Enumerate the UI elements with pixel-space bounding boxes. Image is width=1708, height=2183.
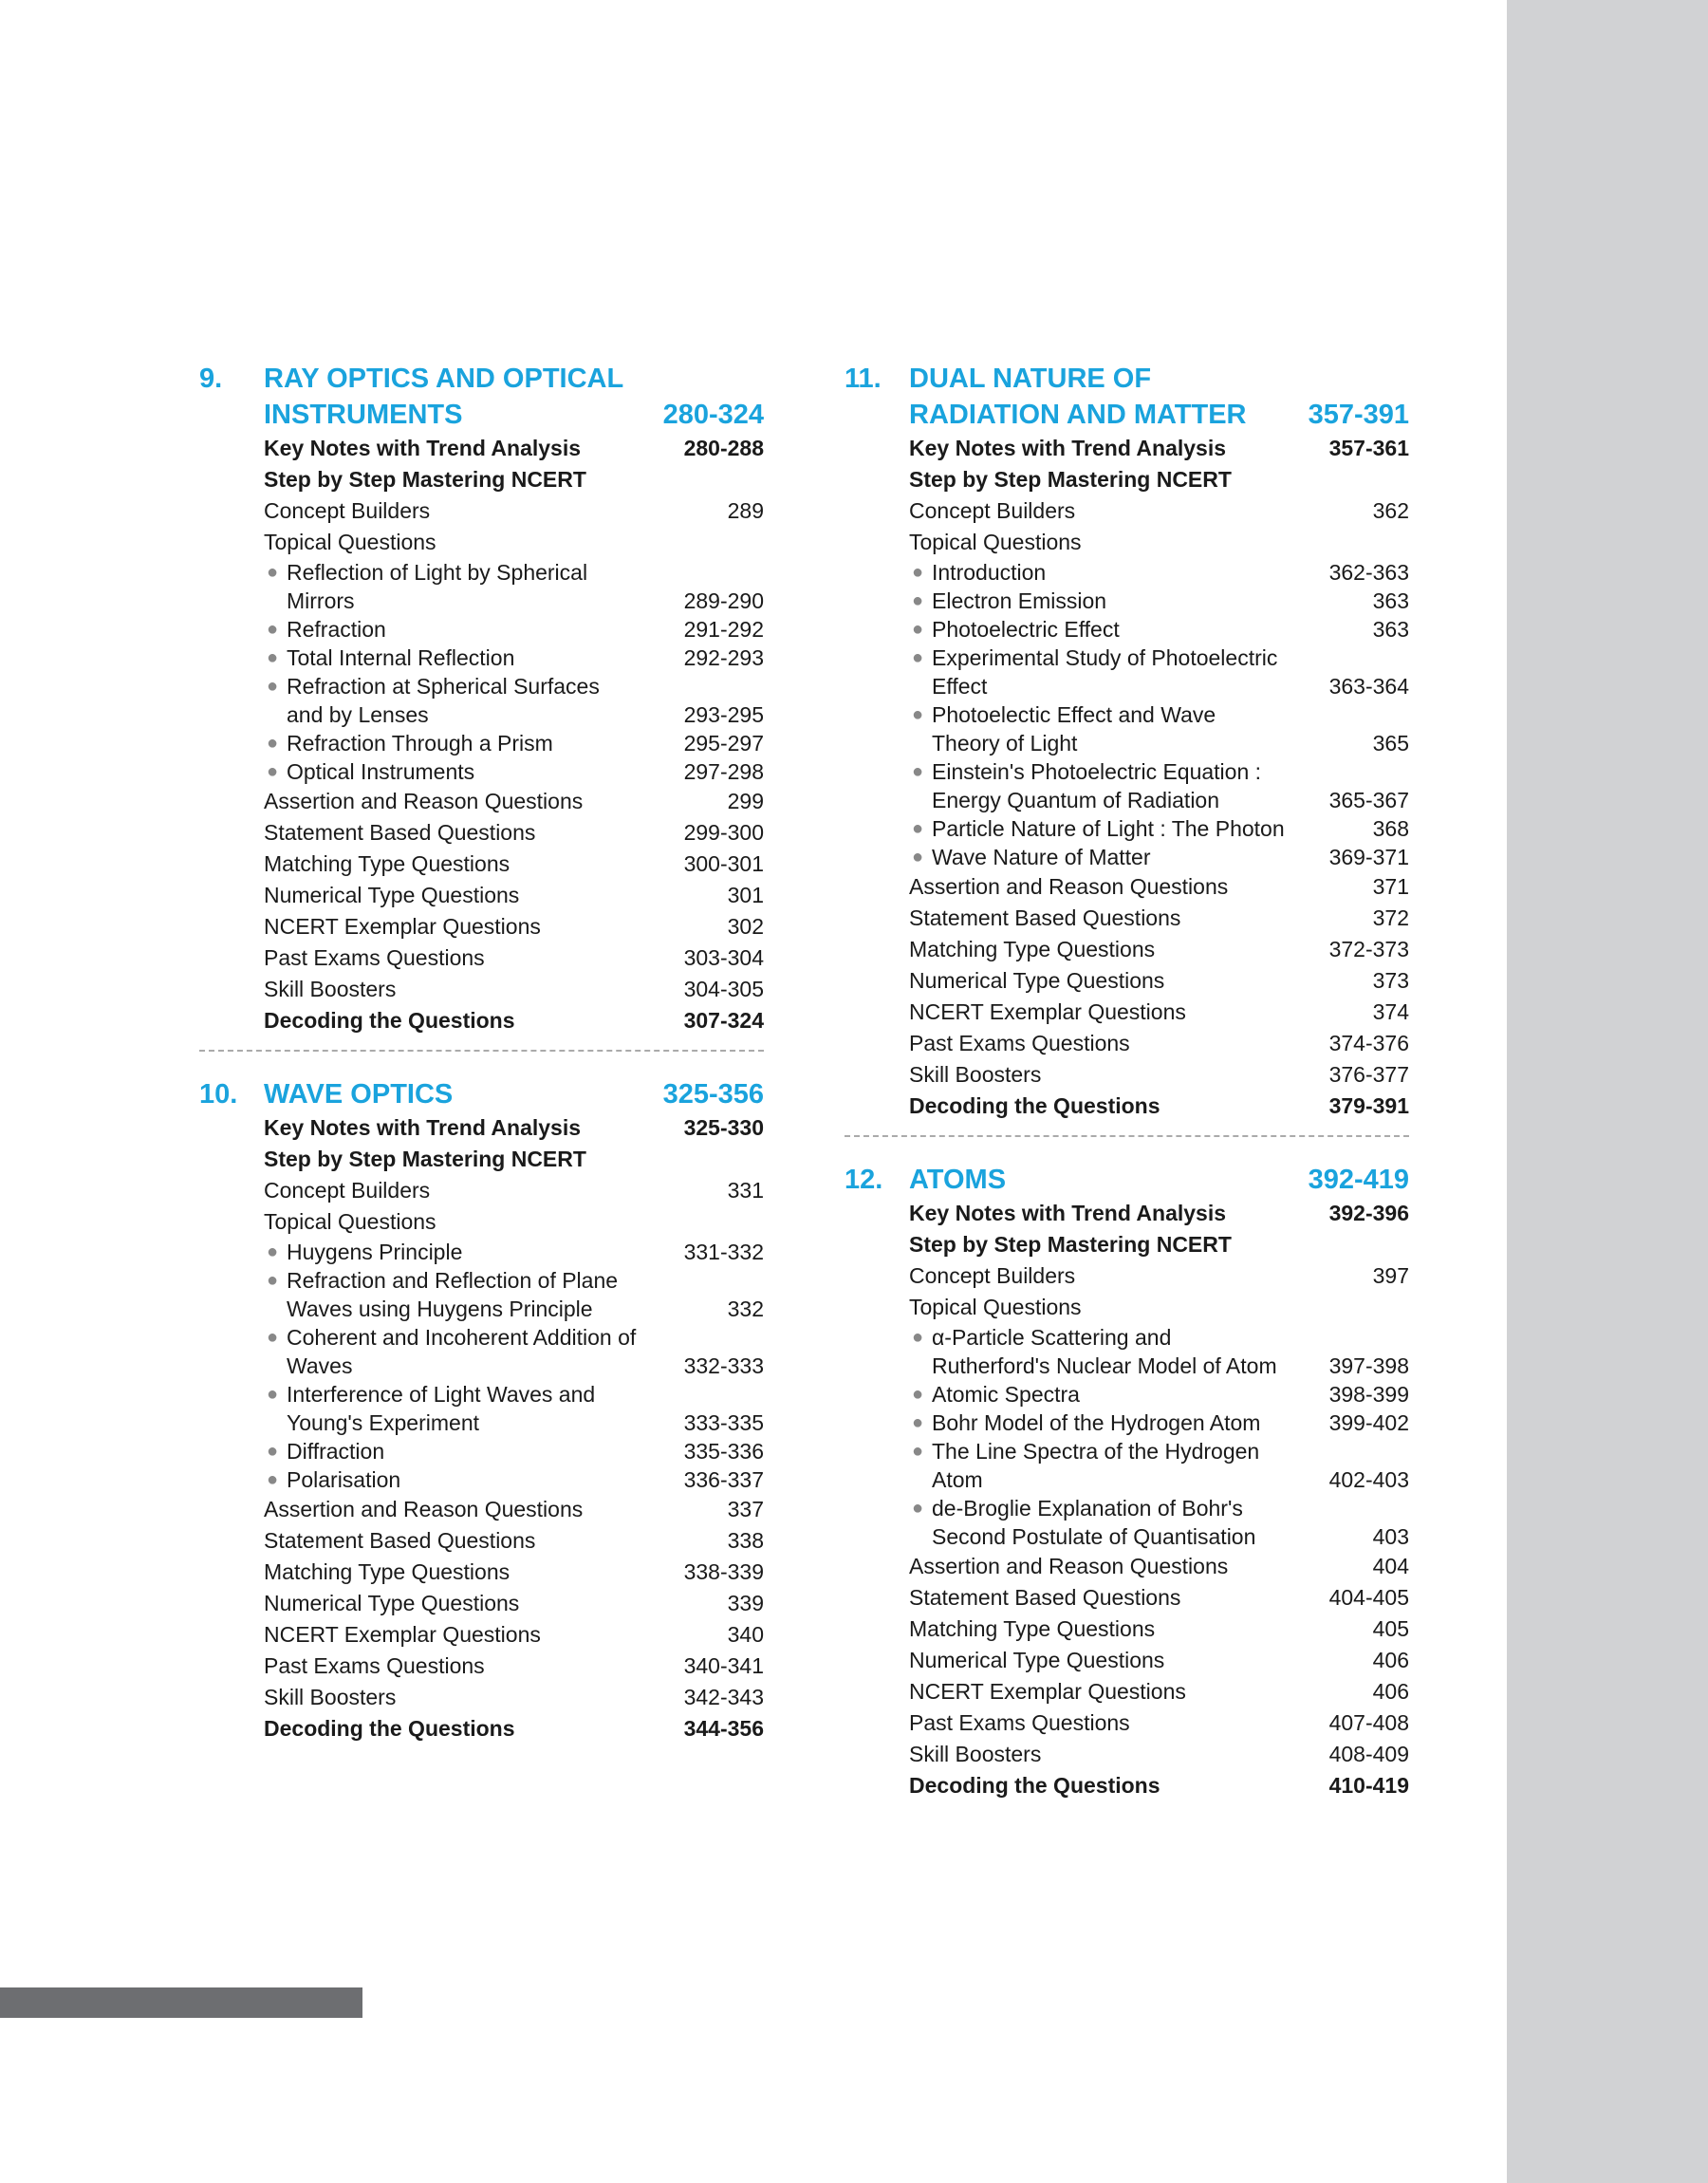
toc-entry-label: Decoding the Questions (264, 1008, 515, 1033)
toc-entry-pages: 410-419 (1328, 1773, 1409, 1798)
toc-entry[interactable] (199, 464, 764, 495)
toc-entry-pages: 363 (1372, 588, 1409, 613)
toc-entry-label: Assertion and Reason Questions (909, 874, 1229, 899)
toc-entry-pages: 332 (727, 1297, 764, 1321)
toc-entry[interactable] (199, 849, 764, 880)
chapter-number: 11. (845, 364, 882, 394)
toc-entry-pages: 325-330 (683, 1115, 764, 1140)
toc-entry[interactable] (199, 1380, 764, 1437)
bullet-dot-icon: ● (267, 1441, 279, 1462)
bullet-dot-icon: ● (267, 1469, 279, 1490)
toc-entry-pages: 403 (1372, 1524, 1409, 1549)
toc-entry-label: Past Exams Questions (909, 1031, 1130, 1055)
toc-entry-pages: 340 (727, 1622, 764, 1647)
toc-entry[interactable] (845, 587, 1409, 615)
toc-entry-pages: 335-336 (683, 1439, 764, 1464)
bullet-dot-icon: ● (912, 562, 924, 583)
chapter-heading[interactable] (845, 361, 1409, 433)
chapter-pages: 325-356 (662, 1079, 764, 1110)
toc-entry-label: Past Exams Questions (909, 1710, 1130, 1735)
toc-entry-label: Past Exams Questions (264, 1653, 485, 1678)
toc-entry-label: Past Exams Questions (264, 945, 485, 970)
toc-entry[interactable] (199, 1175, 764, 1206)
toc-entry-label: Concept Builders (264, 498, 431, 523)
chapter-separator (199, 1050, 764, 1052)
toc-entry[interactable] (199, 1005, 764, 1036)
toc-chapter (845, 361, 1409, 1122)
toc-column-left (199, 361, 764, 1745)
toc-entry-label: Statement Based Questions (264, 820, 536, 845)
bullet-dot-icon: ● (267, 1327, 279, 1348)
toc-entry[interactable] (845, 558, 1409, 587)
toc-entry-pages: 301 (727, 883, 764, 907)
chapter-separator (845, 1135, 1409, 1137)
bullet-dot-icon: ● (912, 1498, 924, 1519)
toc-entry-label: Experimental Study of Photoelectric Effect (932, 645, 1278, 699)
toc-entry-pages: 331 (727, 1178, 764, 1203)
toc-entry-pages: 407-408 (1328, 1710, 1409, 1735)
toc-entry[interactable] (199, 1525, 764, 1557)
toc-entry-label: Reflection of Light by Spherical Mirrors (287, 560, 588, 613)
toc-entry-pages: 340-341 (683, 1653, 764, 1678)
page-footer-bar (0, 1987, 362, 2018)
bullet-dot-icon: ● (912, 761, 924, 782)
toc-entry-pages: 299 (727, 789, 764, 813)
toc-entry-pages: 405 (1372, 1616, 1409, 1641)
toc-entry[interactable] (199, 1465, 764, 1494)
toc-entry[interactable] (199, 644, 764, 672)
toc-entry-label: Polarisation (287, 1467, 401, 1492)
toc-entry[interactable] (199, 880, 764, 911)
toc-entry[interactable] (199, 974, 764, 1005)
toc-entry-pages: 369-371 (1328, 845, 1409, 869)
toc-entry-label: Einstein's Photoelectric Equation : Energy Quantum of Radiation (932, 759, 1262, 812)
chapter-number: 9. (199, 364, 223, 394)
toc-entry-label: NCERT Exemplar Questions (264, 1622, 541, 1647)
chapter-entries (845, 433, 1409, 1122)
chapter-entries (845, 1198, 1409, 1801)
bullet-dot-icon: ● (912, 619, 924, 640)
toc-entry-label: Refraction and Reflection of Plane Waves using Huygens Principle (287, 1268, 619, 1321)
toc-entry-pages: 408-409 (1328, 1742, 1409, 1766)
toc-entry[interactable] (845, 903, 1409, 934)
toc-entry-label: Step by Step Mastering NCERT (909, 1232, 1232, 1257)
toc-entry-pages: 362 (1372, 498, 1409, 523)
toc-entry-label: Wave Nature of Matter (932, 845, 1151, 869)
toc-entry-pages: 297-298 (683, 759, 764, 784)
toc-entry[interactable] (845, 997, 1409, 1028)
bullet-dot-icon: ● (267, 733, 279, 754)
toc-entry[interactable] (199, 495, 764, 527)
toc-entry-pages: 397-398 (1328, 1353, 1409, 1378)
toc-entry-pages: 304-305 (683, 977, 764, 1001)
toc-entry-label: Topical Questions (909, 1295, 1082, 1319)
toc-entry-pages: 363 (1372, 617, 1409, 642)
toc-entry[interactable] (199, 433, 764, 464)
toc-entry-label: Photoelectic Effect and Wave Theory of Light (932, 702, 1216, 756)
toc-entry-label: NCERT Exemplar Questions (909, 999, 1186, 1024)
toc-entry[interactable] (845, 965, 1409, 997)
toc-entry-label: Total Internal Reflection (287, 645, 515, 670)
toc-entry-label: Topical Questions (264, 1209, 436, 1234)
toc-entry[interactable] (199, 672, 764, 729)
toc-entry-label: Topical Questions (909, 530, 1082, 554)
toc-chapter (199, 1076, 764, 1745)
toc-entry[interactable] (199, 1323, 764, 1380)
toc-entry-pages: 397 (1372, 1263, 1409, 1288)
toc-entry[interactable] (199, 1112, 764, 1144)
bullet-dot-icon: ● (267, 1241, 279, 1262)
toc-entry-label: Matching Type Questions (264, 1559, 511, 1584)
toc-entry-label: Numerical Type Questions (909, 1648, 1165, 1672)
toc-entry[interactable] (845, 1292, 1409, 1323)
toc-entry-pages: 365-367 (1328, 788, 1409, 812)
toc-entry-label: Statement Based Questions (264, 1528, 536, 1553)
toc-entry-label: The Line Spectra of the Hydrogen Atom (932, 1439, 1260, 1492)
bullet-dot-icon: ● (912, 1441, 924, 1462)
toc-entry-label: Assertion and Reason Questions (264, 1497, 584, 1521)
toc-entry[interactable] (199, 1206, 764, 1238)
toc-entry-pages: 373 (1372, 968, 1409, 993)
bullet-dot-icon: ● (912, 818, 924, 839)
toc-entry-label: Refraction (287, 617, 386, 642)
bullet-dot-icon: ● (267, 761, 279, 782)
toc-entry[interactable] (199, 1144, 764, 1175)
toc-entry-pages: 299-300 (683, 820, 764, 845)
toc-entry-label: Skill Boosters (909, 1062, 1042, 1087)
toc-entry[interactable] (845, 1323, 1409, 1380)
toc-entry-pages: 303-304 (683, 945, 764, 970)
bullet-dot-icon: ● (912, 1412, 924, 1433)
toc-entry-label: Decoding the Questions (909, 1093, 1160, 1118)
toc-entry-label: Particle Nature of Light : The Photon (932, 816, 1285, 841)
toc-entry[interactable] (845, 495, 1409, 527)
toc-entry[interactable] (845, 757, 1409, 814)
toc-entry-label: Concept Builders (909, 498, 1076, 523)
toc-entry-label: α-Particle Scattering and Rutherford's Nuclear Model of Atom (932, 1325, 1277, 1378)
toc-entry-pages: 302 (727, 914, 764, 939)
toc-entry-label: Atomic Spectra (932, 1382, 1080, 1407)
toc-entry-label: Diffraction (287, 1439, 385, 1464)
bullet-dot-icon: ● (912, 590, 924, 611)
toc-entry[interactable] (199, 1619, 764, 1651)
toc-entry-label: Electron Emission (932, 588, 1107, 613)
toc-entry[interactable] (199, 911, 764, 942)
bullet-dot-icon: ● (912, 647, 924, 668)
toc-entry[interactable] (199, 1494, 764, 1525)
toc-entry-label: Key Notes with Trend Analysis (909, 1201, 1227, 1225)
toc-entry[interactable] (845, 934, 1409, 965)
toc-entry[interactable] (845, 1059, 1409, 1091)
toc-entry-label: Coherent and Incoherent Addition of Waves (287, 1325, 637, 1378)
toc-entry-label: Concept Builders (909, 1263, 1076, 1288)
toc-entry-pages: 307-324 (683, 1008, 764, 1033)
chapter-entries (199, 433, 764, 1036)
toc-entry-label: Assertion and Reason Questions (909, 1554, 1229, 1578)
toc-entry[interactable] (845, 871, 1409, 903)
page-side-strip (1507, 0, 1708, 2183)
toc-entry[interactable] (845, 1409, 1409, 1437)
toc-entry[interactable] (845, 1645, 1409, 1676)
toc-chapter (199, 361, 764, 1036)
toc-entry-pages: 379-391 (1328, 1093, 1409, 1118)
toc-entry-pages: 371 (1372, 874, 1409, 899)
toc-entry[interactable] (199, 1713, 764, 1745)
bullet-dot-icon: ● (267, 647, 279, 668)
toc-entry[interactable] (199, 527, 764, 558)
bullet-dot-icon: ● (267, 562, 279, 583)
chapter-title: WAVE OPTICS (264, 1079, 454, 1110)
toc-entry-label: Step by Step Mastering NCERT (264, 467, 586, 492)
toc-entry-pages: 338-339 (683, 1559, 764, 1584)
toc-entry[interactable] (845, 1494, 1409, 1551)
toc-entry-pages: 280-288 (683, 436, 764, 460)
toc-entry[interactable] (199, 1437, 764, 1465)
toc-entry-label: Skill Boosters (909, 1742, 1042, 1766)
toc-entry-pages: 374-376 (1328, 1031, 1409, 1055)
toc-entry[interactable] (199, 942, 764, 974)
chapter-heading[interactable] (845, 1162, 1409, 1198)
toc-entry-label: Skill Boosters (264, 1685, 397, 1709)
toc-entry[interactable] (199, 729, 764, 757)
toc-entry-pages: 404-405 (1328, 1585, 1409, 1610)
toc-entry-label: Skill Boosters (264, 977, 397, 1001)
toc-entry-pages: 339 (727, 1591, 764, 1615)
toc-entry[interactable] (845, 1739, 1409, 1770)
toc-entry-label: Key Notes with Trend Analysis (909, 436, 1227, 460)
toc-entry-label: Optical Instruments (287, 759, 475, 784)
toc-entry-pages: 374 (1372, 999, 1409, 1024)
chapter-number: 12. (845, 1165, 883, 1195)
chapter-pages: 392-419 (1308, 1165, 1409, 1195)
toc-entry-pages: 331-332 (683, 1240, 764, 1264)
toc-entry-label: Interference of Light Waves and Young's Experiment (287, 1382, 596, 1435)
bullet-dot-icon: ● (912, 704, 924, 725)
toc-entry[interactable] (845, 464, 1409, 495)
toc-entry[interactable] (845, 1676, 1409, 1707)
toc-entry[interactable] (199, 1588, 764, 1619)
toc-entry-label: Matching Type Questions (909, 937, 1156, 961)
toc-entry-label: Numerical Type Questions (264, 883, 520, 907)
toc-entry[interactable] (845, 1380, 1409, 1409)
toc-entry-label: Matching Type Questions (264, 851, 511, 876)
bullet-dot-icon: ● (912, 847, 924, 868)
toc-entry[interactable] (199, 1238, 764, 1266)
toc-entry[interactable] (845, 1028, 1409, 1059)
toc-entry[interactable] (199, 1651, 764, 1682)
toc-entry-pages: 289 (727, 498, 764, 523)
toc-entry-pages: 291-292 (683, 617, 764, 642)
toc-entry-pages: 372-373 (1328, 937, 1409, 961)
toc-entry[interactable] (199, 786, 764, 817)
toc-entry-label: NCERT Exemplar Questions (909, 1679, 1186, 1704)
chapter-entries (199, 1112, 764, 1745)
toc-entry-pages: 406 (1372, 1648, 1409, 1672)
toc-entry-pages: 295-297 (683, 731, 764, 756)
toc-entry-label: Key Notes with Trend Analysis (264, 1115, 582, 1140)
toc-entry-label: Huygens Principle (287, 1240, 463, 1264)
chapter-title: DUAL NATURE OF RADIATION AND MATTER (909, 364, 1247, 430)
toc-entry[interactable] (199, 817, 764, 849)
toc-entry-label: Step by Step Mastering NCERT (264, 1147, 586, 1171)
toc-entry[interactable] (845, 527, 1409, 558)
toc-entry[interactable] (845, 700, 1409, 757)
toc-entry-label: Statement Based Questions (909, 1585, 1181, 1610)
toc-entry-pages: 398-399 (1328, 1382, 1409, 1407)
toc-entry-pages: 368 (1372, 816, 1409, 841)
toc-entry-pages: 338 (727, 1528, 764, 1553)
chapter-title: RAY OPTICS AND OPTICAL INSTRUMENTS (264, 364, 623, 430)
toc-entry-pages: 336-337 (683, 1467, 764, 1492)
toc-entry-pages: 293-295 (683, 702, 764, 727)
toc-entry-label: Decoding the Questions (909, 1773, 1160, 1798)
toc-entry[interactable] (199, 558, 764, 615)
toc-entry-label: Bohr Model of the Hydrogen Atom (932, 1410, 1261, 1435)
toc-entry-label: Matching Type Questions (909, 1616, 1156, 1641)
toc-entry[interactable] (199, 1682, 764, 1713)
toc-entry-pages: 365 (1372, 731, 1409, 756)
toc-entry-pages: 363-364 (1328, 674, 1409, 699)
bullet-dot-icon: ● (267, 1270, 279, 1291)
toc-entry-label: Topical Questions (264, 530, 436, 554)
toc-entry[interactable] (199, 1557, 764, 1588)
toc-entry-pages: 333-335 (683, 1410, 764, 1435)
chapter-pages: 280-324 (662, 400, 764, 430)
toc-entry-pages: 362-363 (1328, 560, 1409, 585)
toc-entry-label: Step by Step Mastering NCERT (909, 467, 1232, 492)
toc-entry-label: Introduction (932, 560, 1047, 585)
toc-entry-label: NCERT Exemplar Questions (264, 914, 541, 939)
chapter-number: 10. (199, 1079, 238, 1110)
toc-entry-pages: 402-403 (1328, 1467, 1409, 1492)
toc-entry[interactable] (845, 1198, 1409, 1229)
toc-entry-pages: 342-343 (683, 1685, 764, 1709)
toc-entry-pages: 392-396 (1328, 1201, 1409, 1225)
chapter-title: ATOMS (909, 1165, 1007, 1195)
toc-chapter (845, 1162, 1409, 1801)
toc-entry-pages: 300-301 (683, 851, 764, 876)
toc-entry-label: Key Notes with Trend Analysis (264, 436, 582, 460)
toc-entry-pages: 406 (1372, 1679, 1409, 1704)
toc-entry-pages: 289-290 (683, 588, 764, 613)
toc-entry[interactable] (845, 1770, 1409, 1801)
toc-entry[interactable] (845, 814, 1409, 843)
toc-entry-pages: 332-333 (683, 1353, 764, 1378)
toc-entry-pages: 399-402 (1328, 1410, 1409, 1435)
toc-column-right (845, 361, 1409, 1801)
toc-entry[interactable] (845, 644, 1409, 700)
toc-entry[interactable] (845, 433, 1409, 464)
toc-entry-label: de-Broglie Explanation of Bohr's Second Postulate of Quantisation (932, 1496, 1256, 1549)
toc-entry-label: Refraction at Spherical Surfaces and by Lenses (287, 674, 600, 727)
toc-entry[interactable] (845, 1614, 1409, 1645)
toc-entry[interactable] (845, 1707, 1409, 1739)
toc-entry-pages: 404 (1372, 1554, 1409, 1578)
chapter-pages: 357-391 (1308, 400, 1409, 430)
toc-entry-label: Numerical Type Questions (909, 968, 1165, 993)
bullet-dot-icon: ● (912, 1327, 924, 1348)
toc-entry[interactable] (845, 615, 1409, 644)
toc-entry-label: Decoding the Questions (264, 1716, 515, 1741)
toc-entry-pages: 292-293 (683, 645, 764, 670)
toc-entry[interactable] (199, 615, 764, 644)
toc-entry-label: Assertion and Reason Questions (264, 789, 584, 813)
bullet-dot-icon: ● (267, 1384, 279, 1405)
toc-entry[interactable] (845, 1582, 1409, 1614)
toc-entry[interactable] (199, 1266, 764, 1323)
toc-entry-label: Statement Based Questions (909, 905, 1181, 930)
toc-entry-label: Concept Builders (264, 1178, 431, 1203)
toc-entry[interactable] (845, 1260, 1409, 1292)
bullet-dot-icon: ● (912, 1384, 924, 1405)
toc-entry-pages: 376-377 (1328, 1062, 1409, 1087)
toc-entry-pages: 344-356 (683, 1716, 764, 1741)
toc-entry[interactable] (845, 1229, 1409, 1260)
toc-entry[interactable] (845, 1091, 1409, 1122)
toc-entry[interactable] (845, 1551, 1409, 1582)
toc-entry[interactable] (845, 843, 1409, 871)
toc-entry-label: Photoelectric Effect (932, 617, 1120, 642)
toc-entry-pages: 357-361 (1328, 436, 1409, 460)
chapter-heading[interactable] (199, 361, 764, 433)
bullet-dot-icon: ● (267, 619, 279, 640)
toc-entry-pages: 372 (1372, 905, 1409, 930)
bullet-dot-icon: ● (267, 676, 279, 697)
toc-entry[interactable] (199, 757, 764, 786)
toc-entry-label: Numerical Type Questions (264, 1591, 520, 1615)
toc-entry-pages: 337 (727, 1497, 764, 1521)
chapter-heading[interactable] (199, 1076, 764, 1112)
toc-entry-label: Refraction Through a Prism (287, 731, 553, 756)
toc-entry[interactable] (845, 1437, 1409, 1494)
